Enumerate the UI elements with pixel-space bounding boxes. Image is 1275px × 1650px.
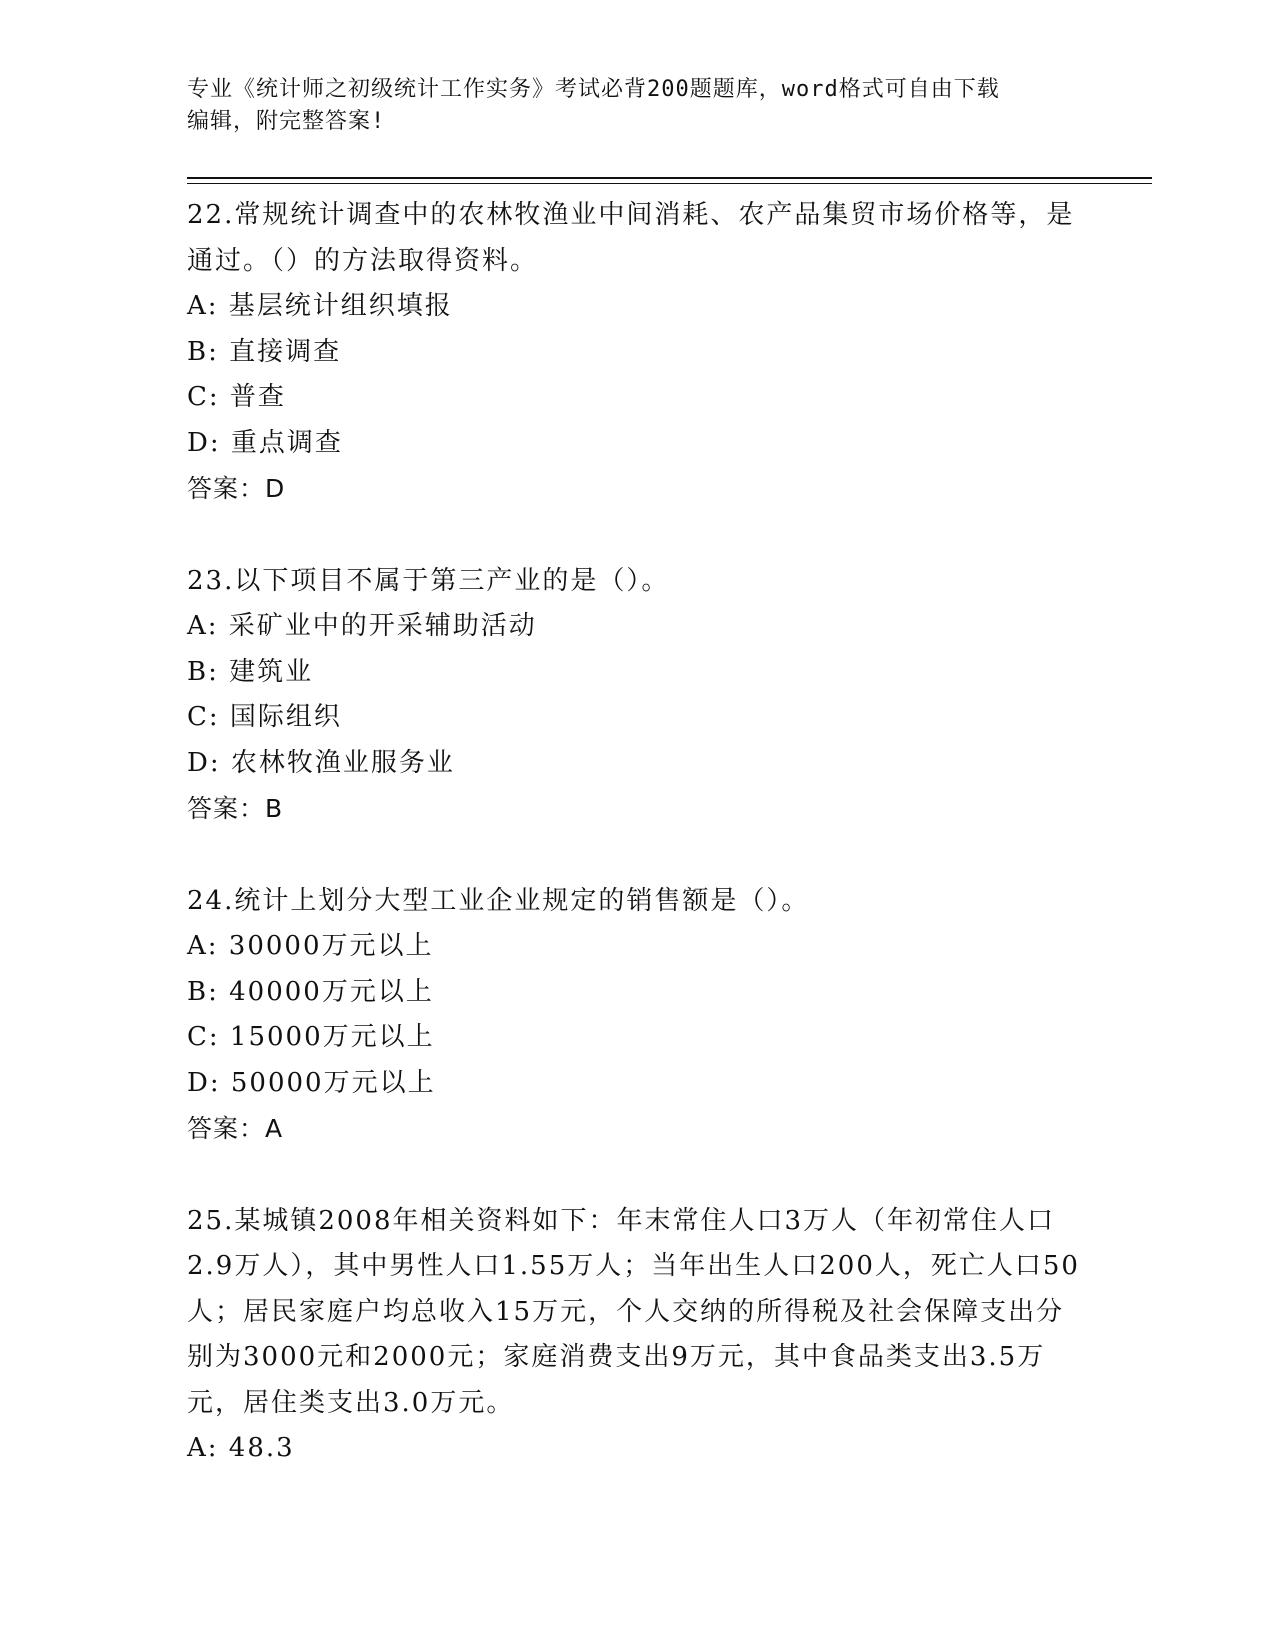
header-line-2: 编辑，附完整答案! — [187, 109, 386, 134]
question-22 — [187, 193, 1087, 512]
document-header — [187, 74, 1067, 138]
question-stem: 23.以下项目不属于第三产业的是（）。 — [187, 565, 670, 596]
option-c: C: 15000万元以上 — [187, 1022, 435, 1052]
option-c: C: 国际组织 — [187, 702, 342, 732]
question-stem: 24.统计上划分大型工业企业规定的销售额是（）。 — [187, 885, 810, 916]
option-a: A: 48.3 — [187, 1433, 295, 1463]
question-stem: 25.某城镇2008年相关资料如下：年末常住人口3万人（年初常住人口2.9万人），其中男性人口1.55万人；当年出生人口200人，死亡人口50人；居民家庭户均总收入15万元，个人交纳的所得税及社会保障支出分别为3000元和2000元；家庭消费支出9万元，其中食品类支出3.5万元，居住类支出3.0万元。 — [187, 1205, 1080, 1418]
option-b: B: 建筑业 — [187, 656, 314, 687]
question-list — [187, 193, 1087, 1519]
option-a: A: 30000万元以上 — [187, 931, 434, 961]
question-23 — [187, 559, 1087, 832]
question-stem: 22.常规统计调查中的农林牧渔业中间消耗、农产品集贸市场价格等，是通过。（）的方法取得资料。 — [187, 200, 1075, 276]
option-d: D: 重点调查 — [187, 427, 343, 458]
option-b: B: 直接调查 — [187, 336, 342, 367]
option-b: B: 40000万元以上 — [187, 976, 434, 1007]
question-25 — [187, 1199, 1087, 1472]
option-c: C: 普查 — [187, 382, 286, 412]
option-a: A: 采矿业中的开采辅助活动 — [187, 611, 537, 641]
answer-line: 答案：B — [187, 794, 284, 823]
header-rule-thin — [187, 183, 1152, 184]
header-rule-thick — [187, 177, 1152, 179]
header-line-1: 专业《统计师之初级统计工作实务》考试必背200题题库，word格式可自由下载 — [187, 77, 1000, 102]
answer-line: 答案：A — [187, 1114, 284, 1143]
question-24 — [187, 879, 1087, 1152]
option-a: A: 基层统计组织填报 — [187, 291, 453, 321]
option-d: D: 农林牧渔业服务业 — [187, 747, 455, 778]
option-d: D: 50000万元以上 — [187, 1067, 436, 1098]
answer-line: 答案：D — [187, 474, 286, 503]
